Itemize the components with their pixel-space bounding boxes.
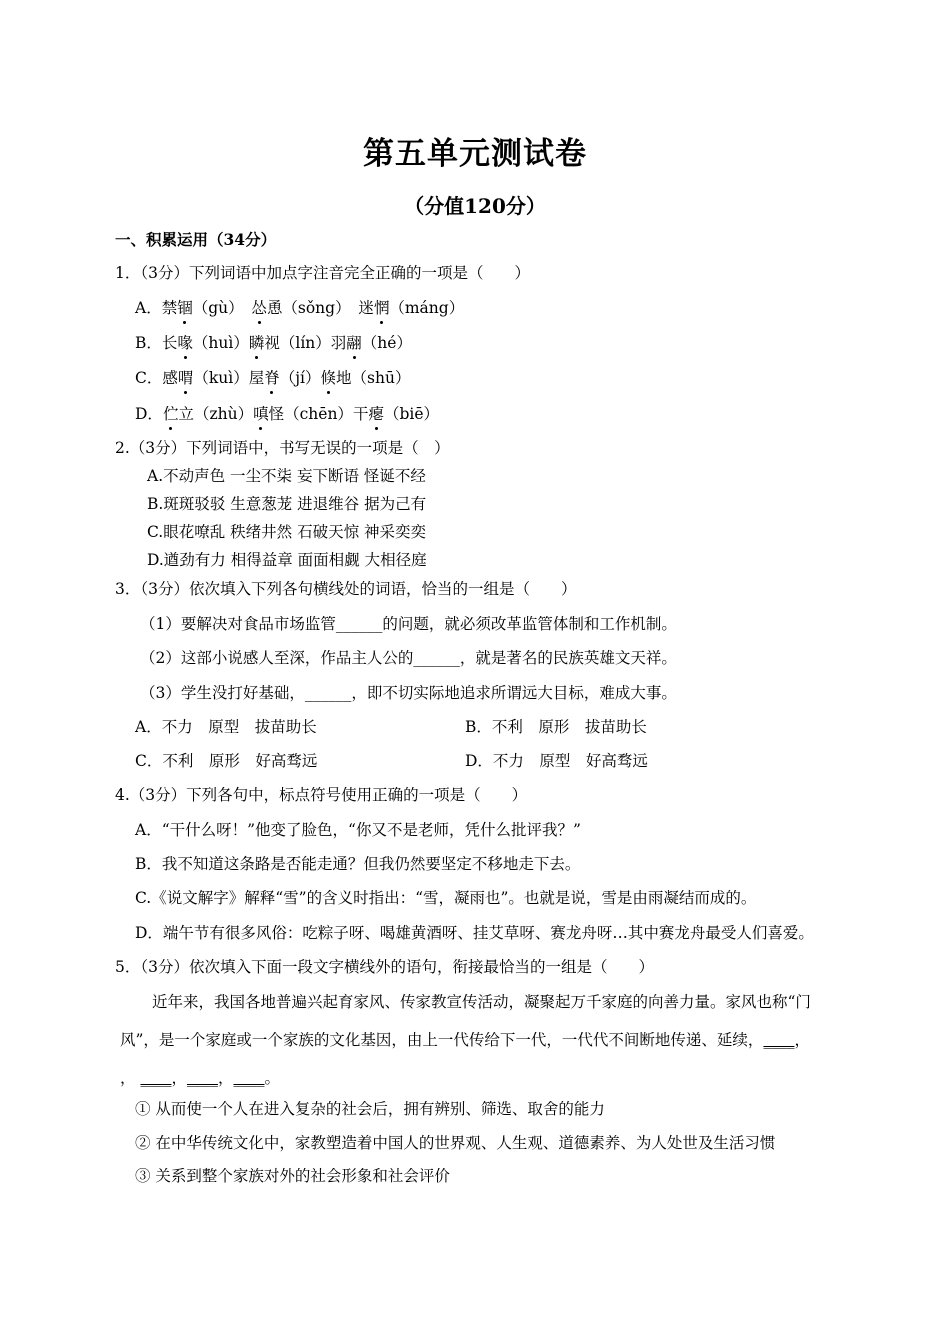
dotted-char: 伫: [162, 405, 179, 423]
q1-stem: 1．（3分）下列词语中加点字注音完全正确的一项是（ ）: [115, 264, 530, 282]
dotted-char: 翮: [346, 334, 362, 352]
section-heading: 一、积累运用（34分）: [115, 230, 277, 249]
q4-option-c: C.《说文解字》解释“雪”的含义时指出：“雪，凝雨也”。也就是说，雪是由雨凝结而成的。: [135, 889, 757, 907]
dotted-char: 倏: [320, 369, 337, 387]
q1-option-b: [135, 332, 412, 354]
q3-sentence-1: （1）要解决对食品市场监管______的问题，就必须改革监管体制和工作机制。: [140, 615, 677, 633]
dotted-char: 怂: [251, 299, 267, 317]
q4-stem: 4.（3分）下列各句中，标点符号使用正确的一项是（ ）: [115, 786, 528, 804]
q5-passage-line-1: 近年来，我国各地普遍兴起育家风、传家教宣传活动，凝聚起万千家庭的向善力量。家风也称“门: [152, 993, 811, 1011]
dotted-char: 惘: [373, 299, 390, 317]
text-run: D．: [135, 405, 163, 423]
text-run: （gù）: [192, 299, 252, 317]
q5-option-3: ③ 关系到整个家族对外的社会形象和社会评价: [135, 1167, 450, 1185]
text-run: 地（shū）: [336, 369, 411, 387]
q3-option-b: B．不利 原形 拔苗助长: [465, 718, 647, 736]
q3-option-c: C．不利 原形 好高骛远: [135, 752, 318, 770]
q5-passage-line-2: [120, 1029, 810, 1051]
text-run: 恿（sǒng） 迷: [266, 299, 374, 317]
dotted-char: 瘪: [368, 405, 384, 423]
text-run: ，: [171, 1069, 187, 1087]
q5-stem: 5．（3分）依次填入下面一段文字横线外的语句，衔接最恰当的一组是（ ）: [115, 958, 654, 976]
answer-blank: ____: [186, 1069, 218, 1087]
dotted-char: 脊: [264, 369, 280, 387]
answer-blank: ____: [140, 1069, 172, 1087]
dotted-char: 喙: [177, 334, 193, 352]
q3-option-a: A．不力 原型 拔苗助长: [135, 718, 317, 736]
text-run: （kuì）屋: [193, 369, 265, 387]
text-run: （hé）: [361, 334, 412, 352]
q1-option-a: [135, 297, 464, 319]
text-run: ，: [217, 1069, 234, 1087]
q4-option-a: A．“干什么呀！”他变了脸色，“你又不是老师，凭什么批评我？”: [135, 821, 581, 839]
dotted-char: 瞵: [248, 334, 265, 352]
q5-passage-line-3: [120, 1067, 280, 1089]
text-run: 怪（chēn）: [268, 405, 353, 423]
answer-blank: ____: [763, 1031, 795, 1049]
page-subtitle: （分值120分）: [404, 194, 546, 218]
q2-option-b: B.斑斑驳驳 生意葱茏 进退维谷 据为己有: [147, 495, 427, 513]
q2-option-a: A.不动声色 一尘不柒 妄下断语 怪诞不经: [147, 467, 426, 485]
q3-sentence-3: （3）学生没打好基础，______，即不切实际地追求所谓远大目标，难成大事。: [140, 684, 677, 702]
text-run: 立（zhù）: [178, 405, 254, 423]
page-title: 第五单元测试卷: [363, 136, 587, 172]
q2-option-d: D.遒劲有力 相得益章 面面相觑 大相径庭: [147, 551, 427, 569]
text-run: B．长: [135, 334, 178, 352]
q5-option-1: ① 从而使一个人在进入复杂的社会后，拥有辨别、筛选、取舍的能力: [135, 1100, 605, 1118]
text-run: A．禁: [135, 299, 178, 317]
q3-option-d: D．不力 原型 好高骛远: [465, 752, 648, 770]
q4-option-d: D．端午节有很多风俗：吃粽子呀、喝雄黄酒呀、挂艾草呀、赛龙舟呀…其中赛龙舟最受人们喜爱。: [135, 924, 814, 942]
dotted-char: 锢: [177, 299, 193, 317]
text-run: 干: [352, 405, 369, 423]
q3-stem: 3．（3分）依次填入下列各句横线处的词语，恰当的一组是（ ）: [115, 580, 577, 598]
text-run: 视（lín）: [264, 334, 331, 352]
dotted-char: 喟: [177, 369, 194, 387]
text-run: （huì）: [192, 334, 249, 352]
q5-option-2: ② 在中华传统文化中，家教塑造着中国人的世界观、人生观、道德素养、为人处世及生活习惯: [135, 1134, 776, 1152]
text-run: 羽: [330, 334, 347, 352]
text-run: ，: [120, 1069, 136, 1087]
q1-option-c: [135, 367, 410, 389]
q2-option-c: C.眼花嘹乱 秩绪井然 石破天惊 神采奕奕: [147, 523, 427, 541]
text-run: （biē）: [383, 405, 440, 423]
q4-option-b: B．我不知道这条路是否能走通？但我仍然要坚定不移地走下去。: [135, 855, 581, 873]
text-run: 风”，是一个家庭或一个家族的文化基因，由上一代传给下一代，一代代不间断地传递、延续，: [120, 1031, 764, 1049]
text-run: （jí）: [279, 369, 321, 387]
q2-stem: 2.（3分）下列词语中，书写无误的一项是（ ）: [115, 439, 450, 457]
text-run: C．感: [135, 369, 178, 387]
text-run: （máng）: [389, 299, 465, 317]
dotted-char: 嗔: [253, 405, 269, 423]
q3-sentence-2: （2）这部小说感人至深，作品主人公的______，就是著名的民族英雄文天祥。: [140, 649, 677, 667]
q1-option-d: [135, 403, 439, 425]
text-run: ，: [794, 1031, 810, 1049]
answer-blank: ____: [233, 1069, 265, 1087]
text-run: 。: [264, 1069, 280, 1087]
